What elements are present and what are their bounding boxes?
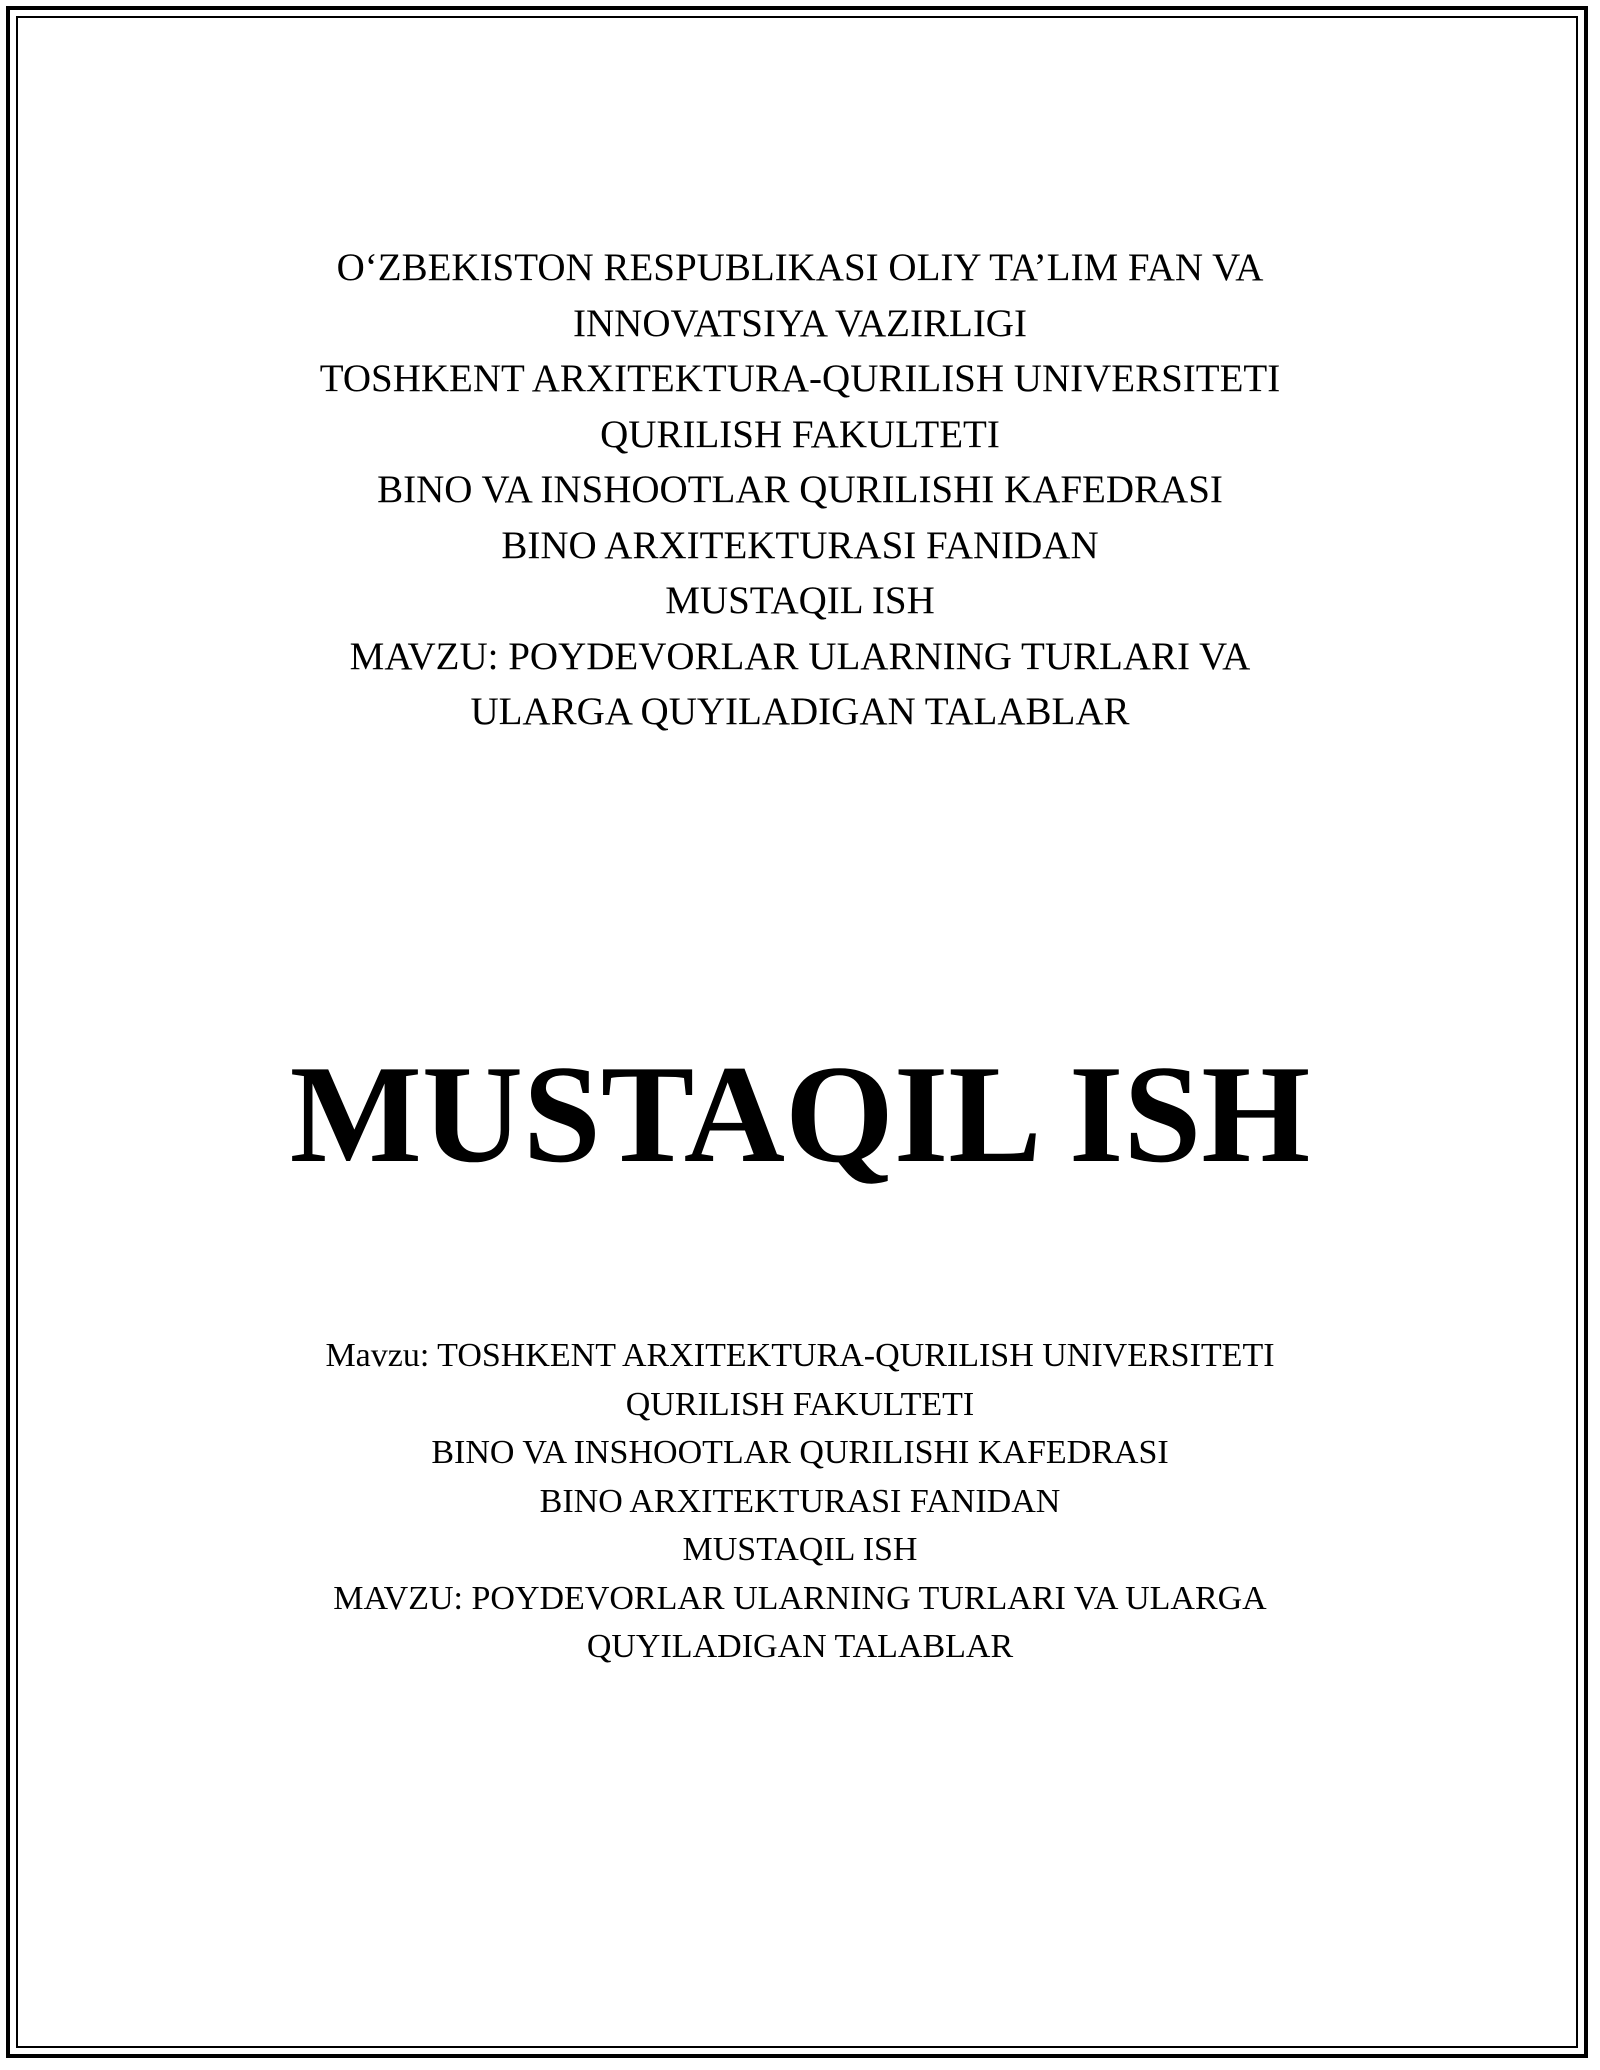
document-title: MUSTAQIL ISH bbox=[289, 1037, 1311, 1192]
header-line-ministry: O‘ZBEKISTON RESPUBLIKASI OLIY TA’LIM FAN VA bbox=[336, 246, 1264, 289]
header-block bbox=[0, 240, 1600, 740]
footer-line-faculty: QURILISH FAKULTETI bbox=[625, 1385, 975, 1423]
header-line-department: BINO VA INSHOOTLAR QURILISHI KAFEDRASI bbox=[377, 468, 1223, 511]
header-line-topic: MAVZU: POYDEVORLAR ULARNING TURLARI VA bbox=[349, 634, 1251, 678]
header-line-topic-cont: ULARGA QUYILADIGAN TALABLAR bbox=[470, 690, 1130, 733]
footer-line-department: BINO VA INSHOOTLAR QURILISHI KAFEDRASI bbox=[431, 1434, 1169, 1471]
header-line-university: TOSHKENT ARXITEKTURA-QURILISH UNIVERSITETI bbox=[319, 357, 1281, 400]
header-line-work-type: MUSTAQIL ISH bbox=[665, 579, 935, 622]
header-line-faculty: QURILISH FAKULTETI bbox=[600, 412, 1000, 456]
footer-line-topic-cont: QUYILADIGAN TALABLAR bbox=[586, 1628, 1014, 1665]
header-line-subject: BINO ARXITEKTURASI FANIDAN bbox=[501, 523, 1099, 567]
footer-line-subject: BINO ARXITEKTURASI FANIDAN bbox=[539, 1482, 1061, 1520]
footer-block bbox=[0, 1332, 1600, 1672]
footer-line-topic: MAVZU: POYDEVORLAR ULARNING TURLARI VA ULARGA bbox=[333, 1579, 1267, 1617]
footer-line-work-type: MUSTAQIL ISH bbox=[682, 1531, 918, 1568]
footer-line-university: Mavzu: TOSHKENT ARXITEKTURA-QURILISH UNIVERSITETI bbox=[325, 1337, 1275, 1374]
header-line-ministry-cont: INNOVATSIYA VAZIRLIGI bbox=[573, 301, 1027, 345]
